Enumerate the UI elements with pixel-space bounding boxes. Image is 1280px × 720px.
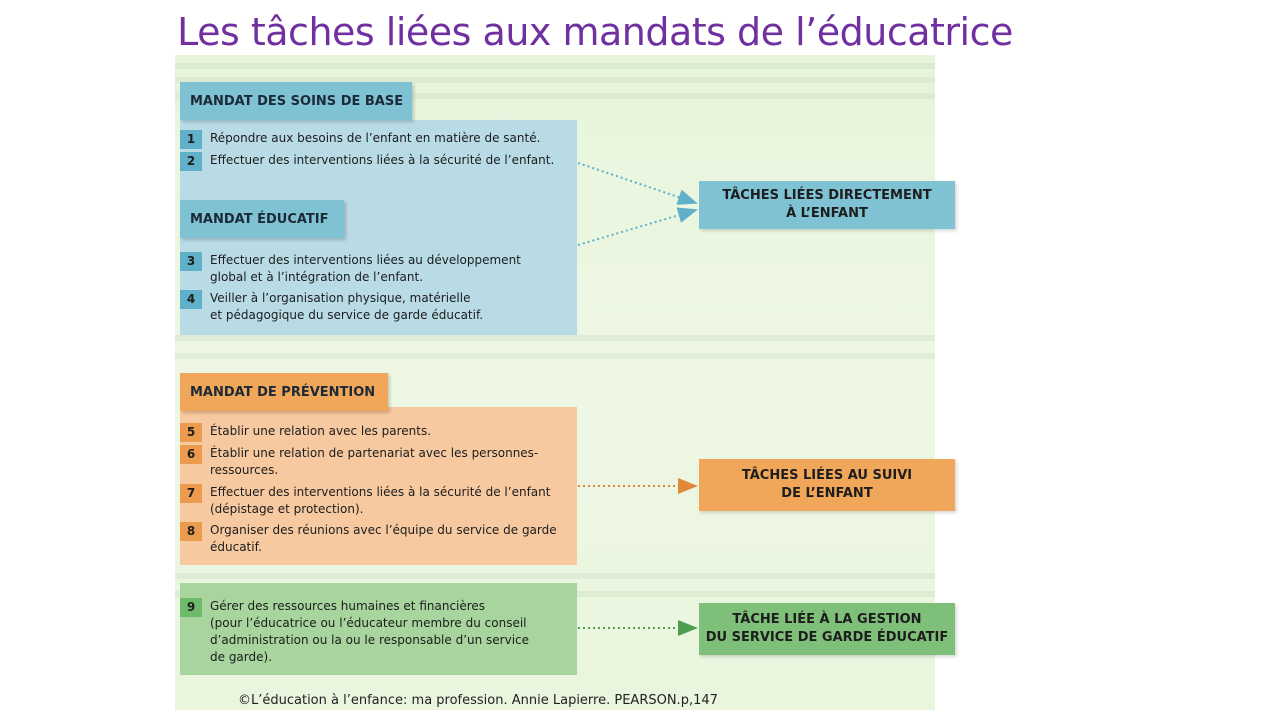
task-text: Établir une relation avec les parents. <box>210 424 432 438</box>
target-label: TÂCHES LIÉES AU SUIVI <box>741 468 913 483</box>
task-text: Répondre aux besoins de l’enfant en matière de santé. <box>210 131 541 145</box>
target-label: TÂCHE LIÉE À LA GESTION <box>732 612 922 627</box>
target-taches-enfant <box>699 181 955 229</box>
arrow-educatif-to-enfant <box>578 210 696 245</box>
task-text: Effectuer des interventions liées au développement <box>210 253 521 267</box>
target-label: À L’ENFANT <box>786 206 868 221</box>
target-label: TÂCHES LIÉES DIRECTEMENT <box>722 188 932 203</box>
task-text: de garde). <box>210 650 273 664</box>
slide-title: Les tâches liées aux mandats de l’éducatrice <box>177 10 1013 54</box>
mandate-prevention-header: MANDAT DE PRÉVENTION <box>180 373 388 411</box>
task-number: 4 <box>180 290 202 309</box>
arrow-soins-to-enfant <box>578 163 696 203</box>
task-number: 8 <box>180 522 202 541</box>
task-text: éducatif. <box>210 540 262 554</box>
mandate-soins-header: MANDAT DES SOINS DE BASE <box>180 82 412 120</box>
task-text: Veiller à l’organisation physique, matérielle <box>210 291 471 305</box>
task-number: 3 <box>180 252 202 271</box>
task-number: 9 <box>180 598 202 617</box>
task-number: 2 <box>180 152 202 171</box>
task-text: Organiser des réunions avec l’équipe du service de garde <box>210 523 557 537</box>
task-text: (dépistage et protection). <box>210 502 364 516</box>
target-taches-suivi <box>699 459 955 511</box>
task-text: (pour l’éducatrice ou l’éducateur membre du conseil <box>210 616 527 630</box>
task-number: 7 <box>180 484 202 503</box>
task-text: Effectuer des interventions liées à la sécurité de l’enfant <box>210 485 551 499</box>
target-tache-gestion <box>699 603 955 655</box>
task-number: 5 <box>180 423 202 442</box>
mandate-educatif-header: MANDAT ÉDUCATIF <box>180 200 344 238</box>
target-label: DE L’ENFANT <box>781 486 873 501</box>
task-number: 6 <box>180 445 202 464</box>
task-text: Gérer des ressources humaines et financières <box>210 599 486 613</box>
task-text: Établir une relation de partenariat avec les personnes- <box>210 446 539 460</box>
task-text: global et à l’intégration de l’enfant. <box>210 270 424 284</box>
task-number: 1 <box>180 130 202 149</box>
task-text: d’administration ou la ou le responsable d’un service <box>210 633 530 647</box>
target-label: DU SERVICE DE GARDE ÉDUCATIF <box>705 630 949 645</box>
task-text: et pédagogique du service de garde éducatif. <box>210 308 484 322</box>
task-text: Effectuer des interventions liées à la sécurité de l’enfant. <box>210 153 555 167</box>
source-credit: ©L’éducation à l’enfance: ma profession. Annie Lapierre. PEARSON.p,147 <box>238 693 718 708</box>
task-text: ressources. <box>210 463 279 477</box>
